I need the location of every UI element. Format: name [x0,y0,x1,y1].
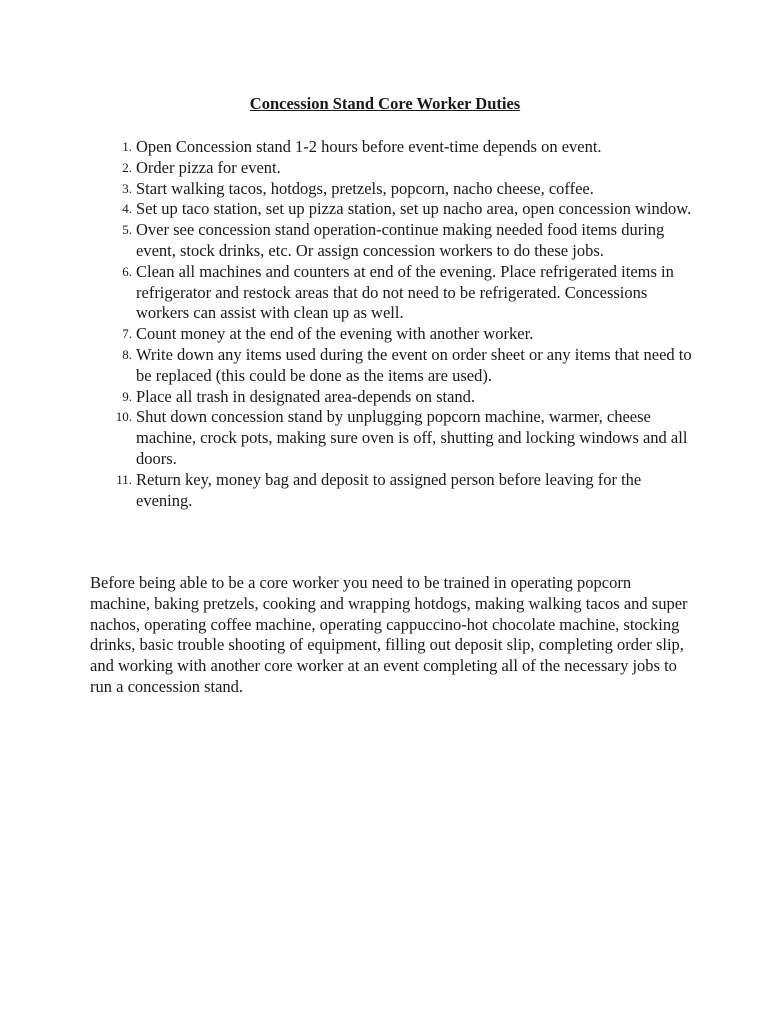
list-item-number: 4. [122,201,132,217]
list-item [122,137,696,158]
list-item-number: 7. [122,326,132,342]
list-item-number: 3. [122,180,132,196]
list-item-number: 8. [122,346,132,362]
list-item-text: Start walking tacos, hotdogs, pretzels, popcorn, nacho cheese, coffee. [136,178,594,198]
list-item-text: Clean all machines and counters at end of the evening. Place refrigerated items in refrigerator and restock areas that do not need to be refrigerated. Concessions workers can assist with clean up as well. [136,261,674,323]
page-title: Concession Stand Core Worker Duties [249,94,521,113]
list-item [122,261,696,324]
list-item-text: Place all trash in designated area-depends on stand. [136,386,476,406]
list-item [122,344,696,387]
list-item-text: Open Concession stand 1-2 hours before event-time depends on event. [136,137,602,156]
list-item-number: 5. [122,222,132,238]
list-item-text: Return key, money bag and deposit to assigned person before leaving for the evening. [136,469,642,510]
list-item-number: 10. [115,409,132,425]
list-item-text: Write down any items used during the event on order sheet or any items that need to be replaced (this could be done as the items are used). [136,344,692,385]
list-item-number: 1. [122,139,132,154]
list-item-text: Order pizza for event. [136,157,281,177]
list-item [115,407,696,469]
list-item [122,157,696,179]
list-item-number: 9. [122,388,132,404]
list-item-number: 2. [122,159,132,175]
list-item-text: Shut down concession stand by unplugging popcorn machine, warmer, cheese machine, crock pots, making sure oven is off, shutting and locking windows and all doors. [136,407,688,468]
training-requirements-paragraph: Before being able to be a core worker you need to be trained in operating popcorn machine, baking pretzels, cooking and wrapping hotdogs, making walking tacos and super nachos, operating coffee machine, operating cappuccino-hot chocolate machine, stocking drinks, basic trouble shooting of equipment, filling out deposit slip, completing order slip, and working with another core worker at an event completing all of the necessary jobs to run a concession stand. [90,573,688,696]
list-item-text: Count money at the end of the evening with another worker. [136,324,534,344]
list-item [122,178,696,200]
list-item [122,386,696,408]
list-item-text: Set up taco station, set up pizza station, set up nacho area, open concession window. [136,199,692,219]
list-item-number: 11. [116,471,132,487]
list-item-number: 6. [122,263,132,279]
list-item [122,220,696,262]
list-item-text: Over see concession stand operation-continue making needed food items during event, stock drinks, etc. Or assign concession workers to do these jobs. [136,220,665,260]
list-item [116,469,696,512]
list-item [122,199,696,220]
duties-list [115,137,696,511]
list-item [122,324,696,345]
